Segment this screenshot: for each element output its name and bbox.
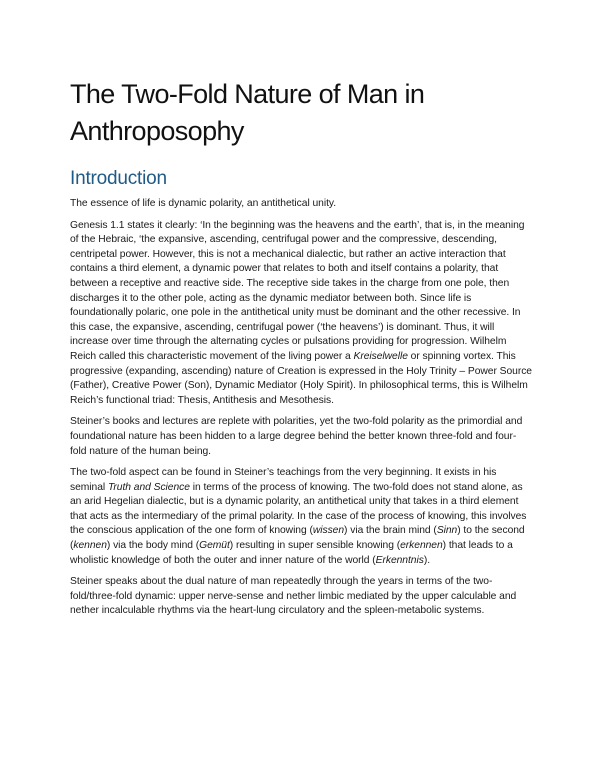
text-run: in terms of the process of knowing. The two-fold does not stand alone, as an arid Hegelian dialectic, but is a dynamic polarity, an antithetical unity that takes in a third element that acts as the intermediary of the primal polarity. In the case of the process of knowing, this involves the conscious application of the one form of knowing ( <box>70 481 527 537</box>
document-title: The Two-Fold Nature of Man in Anthroposophy <box>70 79 425 146</box>
text-run: ) resulting in super sensible knowing ( <box>229 540 401 552</box>
paragraph-steiner-polarities: Steiner’s books and lectures are replete with polarities, yet the two-fold polarity as the primordial and foundational nature has been hidden to a large degree behind the better known three-fold and four-fold nature of the human being. <box>70 416 523 457</box>
text-run: ). <box>423 554 431 566</box>
text-run: ) that leads to a wholistic knowledge of both the outer and inner nature of the world ( <box>70 540 513 566</box>
emphasis-term: Erkenntnis <box>375 554 424 566</box>
paragraph-essence-of-life: The essence of life is dynamic polarity, an antithetical unity. <box>70 198 337 209</box>
emphasis-term: kennen <box>73 540 107 552</box>
paragraph-dual-nature: Steiner speaks about the dual nature of man repeatedly through the years in terms of the two-fold/three-fold dynamic: upper nerve-sense and nether limbic mediated by the upper calculable and nether incalculable rhythms via the heart-lung circulatory and the spleen-metabolic systems. <box>70 576 517 617</box>
text-run: ) to the second ( <box>70 525 525 552</box>
text-run: ) via the body mind ( <box>106 540 200 552</box>
document-page <box>70 76 532 619</box>
emphasis-term: Sinn <box>436 525 458 537</box>
text-run: or spinning vortex. This progressive (expanding, ascending) nature of Creation is expressed in the Holy Trinity – Power Source (Father), Creative Power (Son), Dynamic Mediator (Holy Spirit). In philosophical terms, this is Wilhelm Reich’s functional triad: Thesis, Antithesis and Mesothesis. <box>70 350 532 406</box>
emphasis-term: Gemüt <box>199 540 230 552</box>
paragraph-two-fold-aspect <box>70 466 532 568</box>
emphasis-term: erkennen <box>400 540 443 552</box>
emphasis-term: Kreiselwelle <box>353 350 408 362</box>
paragraph-genesis <box>70 219 532 409</box>
text-run: Genesis 1.1 states it clearly: ‘In the beginning was the heavens and the earth’, that is, in the meaning of the Hebraic, ‘the expansive, ascending, centrifugal power and the compressive, descending, centripetal power. However, this is not a mechanical dialectic, but rather an active interaction that contains a third element, a dynamic power that relates to both and itself contains a polarity, that between a receptive and reactive side. The receptive side takes in the charge from one pole, then discharges it to the other pole, acting as the dynamic mediator between both. Since life is foundationally polaric, one pole in the antithetical unity must be dominant and the other recessive. In this case, the expansive, ascending, centrifugal power (‘the heavens’) is dominant. Thus, it will increase over time through the alternating cycles or pulsations providing for progression. Wilhelm Reich called this characteristic movement of the living power a <box>70 219 525 362</box>
text-run: The two-fold aspect can be found in Steiner’s teachings from the very beginning. It exists in his seminal <box>70 467 497 493</box>
text-run: ) via the brain mind ( <box>344 525 437 537</box>
book-title: Truth and Science <box>107 481 190 493</box>
emphasis-term: wissen <box>312 525 345 537</box>
section-heading-introduction: Introduction <box>70 168 167 189</box>
